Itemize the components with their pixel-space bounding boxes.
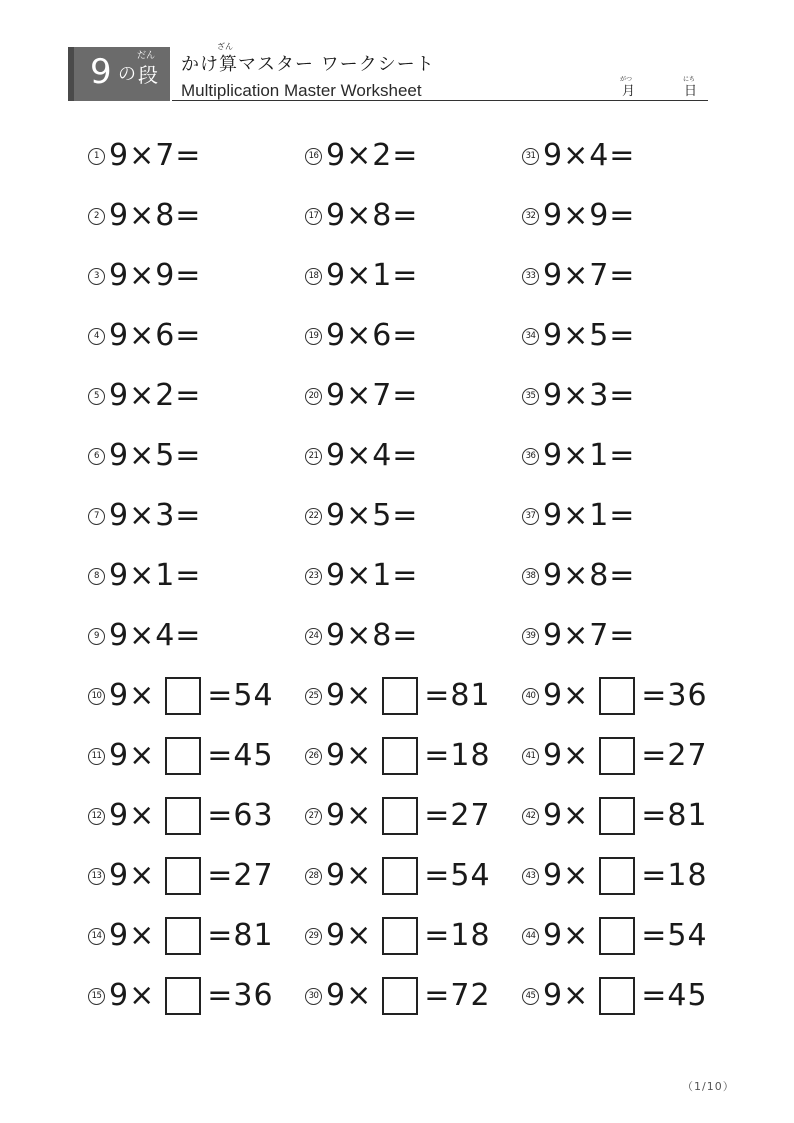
problem-item (522, 974, 708, 1018)
problem-right: =18 (424, 738, 491, 773)
problem-item (305, 134, 418, 178)
problem-number: 34 (522, 328, 539, 345)
problem-number: 45 (522, 988, 539, 1005)
problem-left: 9× (109, 738, 156, 773)
problem-right: =81 (641, 798, 708, 833)
problem-number: 19 (305, 328, 322, 345)
problem-item (305, 494, 418, 538)
problem-expression: 9×9= (543, 198, 636, 233)
problem-expression: 9×7= (543, 618, 636, 653)
problem-left: 9× (109, 918, 156, 953)
problem-item (88, 494, 201, 538)
problem-number: 27 (305, 808, 322, 825)
problem-number: 30 (305, 988, 322, 1005)
problem-item (522, 614, 635, 658)
problem-right: =36 (207, 978, 274, 1013)
answer-box[interactable] (382, 677, 418, 715)
badge-number: 9 (90, 52, 112, 92)
problem-expression: 9×1= (543, 498, 636, 533)
problem-left: 9× (326, 678, 373, 713)
problem-number: 14 (88, 928, 105, 945)
problem-number: 41 (522, 748, 539, 765)
problem-expression: 9×7= (326, 378, 419, 413)
problem-expression: 9×7= (109, 138, 202, 173)
problem-number: 24 (305, 628, 322, 645)
answer-box[interactable] (165, 797, 201, 835)
problem-number: 35 (522, 388, 539, 405)
problem-item (522, 254, 635, 298)
problem-item (522, 134, 635, 178)
problem-number: 28 (305, 868, 322, 885)
problem-number: 26 (305, 748, 322, 765)
problem-item (305, 674, 491, 718)
problem-item (305, 614, 418, 658)
problem-expression: 9×1= (326, 558, 419, 593)
problem-item (305, 734, 491, 778)
problem-right: =63 (207, 798, 274, 833)
problem-item (305, 374, 418, 418)
problem-expression: 9×2= (109, 378, 202, 413)
problem-expression: 9×4= (109, 618, 202, 653)
problem-number: 8 (88, 568, 105, 585)
problem-left: 9× (326, 978, 373, 1013)
problem-expression: 9×6= (326, 318, 419, 353)
problem-number: 42 (522, 808, 539, 825)
problem-right: =54 (641, 918, 708, 953)
problem-number: 39 (522, 628, 539, 645)
problem-item (522, 494, 635, 538)
problem-item (305, 314, 418, 358)
problem-item (522, 734, 708, 778)
problem-expression: 9×9= (109, 258, 202, 293)
problem-item (522, 194, 635, 238)
answer-box[interactable] (165, 737, 201, 775)
answer-box[interactable] (382, 737, 418, 775)
problem-right: =18 (424, 918, 491, 953)
day-ruby: にち (683, 76, 696, 83)
answer-box[interactable] (599, 917, 635, 955)
problem-expression: 9×4= (326, 438, 419, 473)
problem-number: 36 (522, 448, 539, 465)
problem-number: 6 (88, 448, 105, 465)
answer-box[interactable] (382, 917, 418, 955)
problem-left: 9× (109, 978, 156, 1013)
problem-left: 9× (109, 798, 156, 833)
answer-box[interactable] (599, 797, 635, 835)
problem-number: 43 (522, 868, 539, 885)
problem-left: 9× (543, 978, 590, 1013)
badge-no: の (118, 64, 136, 85)
problem-item (88, 194, 201, 238)
problem-right: =54 (207, 678, 274, 713)
answer-box[interactable] (599, 677, 635, 715)
problem-number: 23 (305, 568, 322, 585)
problem-number: 5 (88, 388, 105, 405)
problem-right: =27 (641, 738, 708, 773)
problem-number: 18 (305, 268, 322, 285)
problem-number: 37 (522, 508, 539, 525)
page-title-en: Multiplication Master Worksheet (181, 81, 422, 100)
problem-number: 44 (522, 928, 539, 945)
answer-box[interactable] (165, 677, 201, 715)
problem-item (305, 254, 418, 298)
problem-number: 10 (88, 688, 105, 705)
problem-item (88, 794, 274, 838)
answer-box[interactable] (599, 857, 635, 895)
problem-number: 1 (88, 148, 105, 165)
header-divider (172, 100, 708, 101)
problem-expression: 9×8= (109, 198, 202, 233)
problem-item (522, 674, 708, 718)
answer-box[interactable] (599, 977, 635, 1015)
problem-number: 2 (88, 208, 105, 225)
problem-right: =18 (641, 858, 708, 893)
problem-right: =81 (207, 918, 274, 953)
problem-left: 9× (543, 678, 590, 713)
problem-left: 9× (109, 678, 156, 713)
problem-left: 9× (543, 738, 590, 773)
problem-expression: 9×8= (326, 618, 419, 653)
problem-item (88, 674, 274, 718)
problem-expression: 9×8= (326, 198, 419, 233)
badge-dan-ruby: だん (137, 51, 156, 61)
problem-left: 9× (326, 738, 373, 773)
problem-expression: 9×5= (543, 318, 636, 353)
problem-item (88, 734, 274, 778)
problem-number: 29 (305, 928, 322, 945)
problem-number: 13 (88, 868, 105, 885)
problem-item (88, 554, 201, 598)
problem-item (88, 314, 201, 358)
problem-number: 22 (305, 508, 322, 525)
problem-item (305, 854, 491, 898)
day-field-label: 日 (684, 84, 698, 99)
problem-item (88, 434, 201, 478)
problem-item (88, 374, 201, 418)
problem-item (522, 374, 635, 418)
problem-expression: 9×5= (326, 498, 419, 533)
month-field-label: 月 (622, 84, 636, 99)
problem-item (88, 614, 201, 658)
problem-number: 31 (522, 148, 539, 165)
answer-box[interactable] (165, 857, 201, 895)
problem-expression: 9×1= (109, 558, 202, 593)
problem-left: 9× (326, 918, 373, 953)
answer-box[interactable] (382, 857, 418, 895)
problem-number: 21 (305, 448, 322, 465)
problem-item (522, 914, 708, 958)
problem-left: 9× (326, 798, 373, 833)
problem-right: =27 (424, 798, 491, 833)
problem-right: =36 (641, 678, 708, 713)
problem-right: =45 (207, 738, 274, 773)
problem-number: 38 (522, 568, 539, 585)
problem-expression: 9×8= (543, 558, 636, 593)
problem-number: 16 (305, 148, 322, 165)
problem-expression: 9×3= (543, 378, 636, 413)
problem-number: 11 (88, 748, 105, 765)
problem-item (522, 854, 708, 898)
problem-number: 25 (305, 688, 322, 705)
problem-item (305, 974, 491, 1018)
problem-left: 9× (109, 858, 156, 893)
problem-number: 9 (88, 628, 105, 645)
problem-left: 9× (543, 858, 590, 893)
problem-item (88, 974, 274, 1018)
problem-number: 15 (88, 988, 105, 1005)
problem-number: 12 (88, 808, 105, 825)
answer-box[interactable] (165, 977, 201, 1015)
problem-item (88, 854, 274, 898)
badge-dan: 段 (138, 63, 158, 87)
answer-box[interactable] (165, 917, 201, 955)
problem-expression: 9×2= (326, 138, 419, 173)
title-badge (68, 47, 170, 101)
problem-item (305, 554, 418, 598)
problem-right: =81 (424, 678, 491, 713)
problem-number: 40 (522, 688, 539, 705)
problem-expression: 9×4= (543, 138, 636, 173)
problem-item (88, 254, 201, 298)
problem-number: 3 (88, 268, 105, 285)
problem-expression: 9×6= (109, 318, 202, 353)
problem-item (305, 914, 491, 958)
problem-expression: 9×5= (109, 438, 202, 473)
problem-right: =54 (424, 858, 491, 893)
problem-item (305, 434, 418, 478)
problem-item (305, 194, 418, 238)
page-number: （1/10） (682, 1080, 735, 1093)
problem-item (522, 554, 635, 598)
problem-item (305, 794, 491, 838)
problem-number: 7 (88, 508, 105, 525)
problem-expression: 9×3= (109, 498, 202, 533)
answer-box[interactable] (382, 977, 418, 1015)
problem-number: 4 (88, 328, 105, 345)
problem-right: =72 (424, 978, 491, 1013)
problem-number: 32 (522, 208, 539, 225)
problem-item (88, 914, 274, 958)
problem-right: =27 (207, 858, 274, 893)
answer-box[interactable] (382, 797, 418, 835)
problem-number: 20 (305, 388, 322, 405)
problem-left: 9× (326, 858, 373, 893)
problem-item (522, 434, 635, 478)
problem-left: 9× (543, 798, 590, 833)
page-title-jp: かけ算マスター ワークシート (181, 54, 435, 75)
problem-expression: 9×1= (543, 438, 636, 473)
title-ruby: ざん (217, 42, 233, 51)
problem-right: =45 (641, 978, 708, 1013)
problem-number: 33 (522, 268, 539, 285)
problem-expression: 9×1= (326, 258, 419, 293)
month-ruby: がつ (620, 76, 633, 83)
answer-box[interactable] (599, 737, 635, 775)
problem-item (522, 794, 708, 838)
problem-left: 9× (543, 918, 590, 953)
problem-number: 17 (305, 208, 322, 225)
problem-expression: 9×7= (543, 258, 636, 293)
problem-item (88, 134, 201, 178)
problem-item (522, 314, 635, 358)
